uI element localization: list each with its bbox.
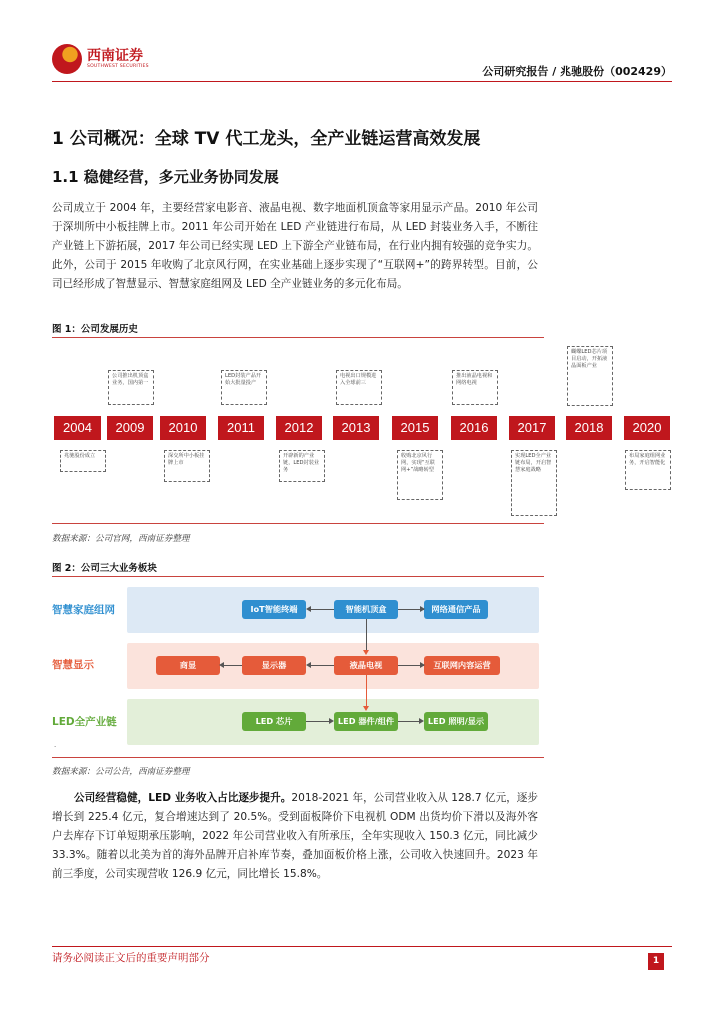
timeline-year: 2017 — [509, 416, 555, 440]
connector-line — [398, 721, 420, 722]
chip-led-device: LED 器件/组件 — [334, 712, 398, 731]
revenue-paragraph — [52, 789, 538, 884]
timeline-year: 2018 — [566, 416, 612, 440]
chip-set-top-box: 智能机顶盒 — [334, 600, 398, 619]
header-divider — [52, 81, 672, 82]
connector-line — [366, 675, 367, 708]
timeline-note: 蝴蝶LED芯片项目启动，开拓液晶面板产业 — [567, 346, 613, 406]
arrow-left-icon — [306, 606, 311, 612]
timeline-year: 2015 — [392, 416, 438, 440]
figure2-source: 数据来源：公司公告，西南证券整理 — [52, 767, 190, 777]
chip-internet-content: 互联网内容运营 — [424, 656, 500, 675]
connector-line — [306, 721, 330, 722]
timeline-note: 实现LED全产业链布局，开启智慧家庭战略 — [511, 450, 557, 516]
row-label: 智慧显示 — [52, 659, 94, 671]
timeline-year: 2010 — [160, 416, 206, 440]
footer-disclaimer: 请务必阅读正文后的重要声明部分 — [52, 952, 210, 964]
chip-iot-terminal: IoT智能终端 — [242, 600, 306, 619]
timeline-note: 兆驰股份成立 — [60, 450, 106, 472]
timeline-note: LED封装产品开始大批量投产 — [221, 370, 267, 405]
timeline-note: 深交所中小板挂牌上市 — [164, 450, 210, 482]
section-heading: 1 公司概况：全球 TV 代工龙头，全产业链运营高效发展 — [52, 129, 481, 149]
figure2-top-rule — [52, 576, 544, 577]
connector-line — [308, 665, 334, 666]
arrow-down-icon — [363, 706, 369, 711]
figure1-bottom-rule — [52, 523, 544, 524]
page-number: 1 — [648, 953, 664, 970]
logo-english-name: SOUTHWEST SECURITIES — [87, 63, 149, 69]
stray-dot: . — [54, 741, 57, 749]
arrow-right-icon — [329, 718, 334, 724]
chip-commercial-display: 商显 — [156, 656, 220, 675]
timeline-note: 布局家庭组网业务，开启智能化 — [625, 450, 671, 490]
figure2-bottom-rule — [52, 757, 544, 758]
chip-lcd-tv: 液晶电视 — [334, 656, 398, 675]
timeline-year: 2009 — [107, 416, 153, 440]
timeline-year: 2011 — [218, 416, 264, 440]
chip-network-products: 网络通信产品 — [424, 600, 488, 619]
timeline-year: 2004 — [54, 416, 101, 440]
revenue-paragraph-lead: 公司经营稳健，LED 业务收入占比逐步提升。 — [74, 792, 292, 804]
arrow-right-icon — [419, 718, 424, 724]
subsection-heading: 1.1 稳健经营，多元业务协同发展 — [52, 168, 279, 186]
timeline-note: 公司推出机顶盒业务，国内第一 — [108, 370, 154, 405]
timeline-year: 2012 — [276, 416, 322, 440]
arrow-left-icon — [219, 662, 224, 668]
logo-chinese-name: 西南证券 — [87, 47, 143, 64]
timeline-note: 开辟新的产业链，LED封装业务 — [279, 450, 325, 482]
row-label: LED全产业链 — [52, 716, 117, 728]
arrow-down-icon — [363, 650, 369, 655]
timeline-year: 2016 — [451, 416, 497, 440]
figure2-caption: 图 2：公司三大业务板块 — [52, 563, 157, 574]
connector-line — [308, 609, 334, 610]
timeline-note: 电视出口规模进入全球前三 — [336, 370, 382, 405]
company-logo — [52, 44, 149, 74]
row-label: 智慧家庭组网 — [52, 604, 115, 616]
timeline-note: 推出液晶电视和网络电视 — [452, 370, 498, 405]
figure1-top-rule — [52, 337, 544, 338]
report-title: 公司研究报告 / 兆驰股份（002429） — [482, 65, 672, 78]
arrow-right-icon — [420, 662, 425, 668]
chip-monitor: 显示器 — [242, 656, 306, 675]
timeline-year: 2020 — [624, 416, 670, 440]
figure1-caption: 图 1：公司发展历史 — [52, 324, 138, 335]
chip-led-chip: LED 芯片 — [242, 712, 306, 731]
revenue-paragraph-body: 2018-2021 年，公司营业收入从 128.7 亿元，逐步增长到 225.4 亿元，复合增速达到了 20.5%。受到面板降价下电视机 ODM 出货均价下滑以及海外客户去库存下订单短期承压影响，2022 年公司营业收入有所承压，全年实现收入 150.3 亿元，同比减少 33.3%。随着以北美为首的海外品牌开启补库节奏，叠加面板价格上涨，公司收入快速回升。2023 年前三季度，公司实现营收 126.9 亿元，同比增长 15.8%。 — [52, 792, 538, 880]
logo-emblem-icon — [52, 44, 82, 74]
arrow-left-icon — [306, 662, 311, 668]
chip-led-lighting: LED 照明/显示 — [424, 712, 488, 731]
timeline-note: 收购北京风行网，实现“互联网+”战略转型 — [397, 450, 443, 500]
connector-line — [222, 665, 242, 666]
connector-line — [366, 619, 367, 652]
intro-paragraph: 公司成立于 2004 年，主要经营家电影音、液晶电视、数字地面机顶盒等家用显示产品。2010 年公司于深圳所中小板挂牌上市。2011 年公司开始在 LED 产业链进行布局，从 LED 封装业务入手，不断往产业链上下游拓展，2017 年公司已经实现 LED 上下游全产业链布局，在行业内拥有较强的竞争实力。此外，公司于 2015 年收购了北京风行网，在实业基础上逐步实现了“互联网+”的跨界转型。目前，公司已经形成了智慧显示、智慧家庭组网及 LED 全产业链业务的多元化布局。 — [52, 202, 538, 290]
footer-divider — [52, 946, 672, 947]
timeline-year: 2013 — [333, 416, 379, 440]
arrow-right-icon — [420, 606, 425, 612]
figure1-source: 数据来源：公司官网，西南证券整理 — [52, 534, 190, 544]
